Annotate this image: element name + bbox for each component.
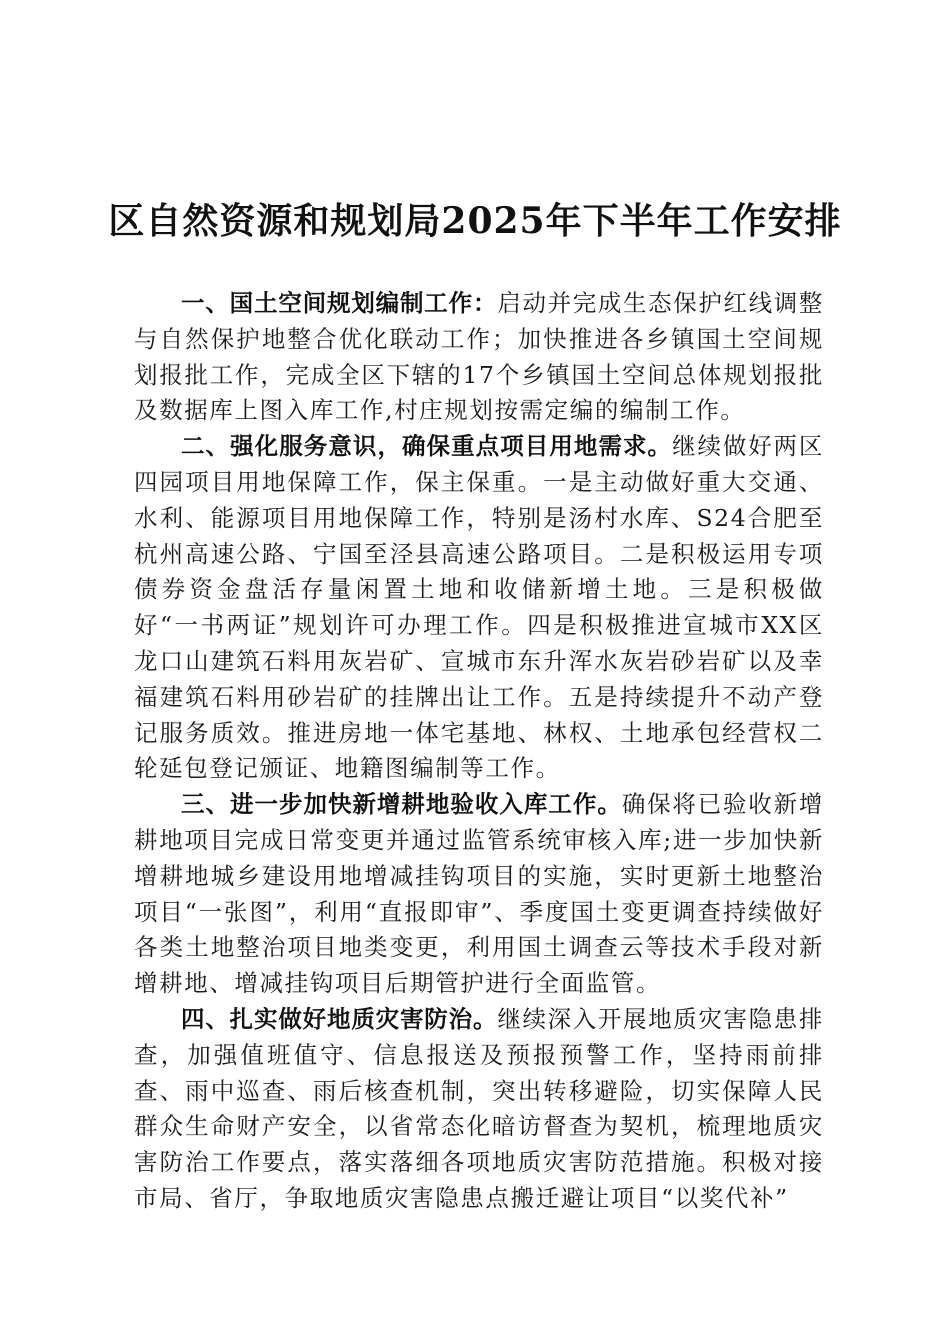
paragraph-heading: 二、强化服务意识，确保重点项目用地需求。 bbox=[181, 432, 673, 461]
paragraph-text: 继续做好两区四园项目用地保障工作，保主保重。一是主动做好重大交通、水利、能源项目用地保障工作，特别是汤村水库、S24合肥至杭州高速公路、宁国至泾县高速公路项目。二是积极运用专项债券资金盘活存量闲置土地和收储新增土地。三是积极做好“一书两证”规划许可办理工作。四是积极推进宣城市XX区龙口山建筑石料用灰岩矿、宣城市东升浑水灰岩砂岩矿以及幸福建筑石料用砂岩矿的挂牌出让工作。五是持续提升不动产登记服务质效。推进房地一体宅基地、林权、土地承包经营权二轮延包登记颁证、地籍图编制等工作。 bbox=[134, 432, 825, 783]
paragraph-4 bbox=[134, 1002, 824, 1217]
paragraph-heading: 三、进一步加快新增耕地验收入库工作。 bbox=[181, 790, 622, 819]
paragraph-2 bbox=[134, 429, 824, 787]
paragraph-text: 确保将已验收新增耕地项目完成日常变更并通过监管系统审核入库;进一步加快新增耕地城乡建设用地增减挂钩项目的实施，实时更新土地整治项目“一张图”，利用“直报即审”、季度国土变更调查持续做好各类土地整治项目地类变更，利用国土调查云等技术手段对新增耕地、增减挂钩项目后期管护进行全面监管。 bbox=[134, 790, 824, 998]
paragraph-heading: 一、国土空间规划编制工作： bbox=[181, 289, 498, 317]
paragraph-text: 启动并完成生态保护红线调整与自然保护地整合优化联动工作；加快推进各乡镇国土空间规划报批工作，完成全区下辖的17个乡镇国土空间总体规划报批及数据库上图入库工作,村庄规划按需定编的编制工作。 bbox=[134, 289, 824, 425]
paragraph-heading: 四、扎实做好地质灾害防治。 bbox=[181, 1004, 498, 1033]
paragraph-1 bbox=[134, 286, 824, 429]
paragraph-3 bbox=[134, 787, 824, 1002]
paragraph-text: 继续深入开展地质灾害隐患排查，加强值班值守、信息报送及预报预警工作，坚持雨前排查、雨中巡查、雨后核查机制，突出转移避险，切实保障人民群众生命财产安全，以省常态化暗访督查为契机，梳理地质灾害防治工作要点，落实落细各项地质灾害防范措施。积极对接市局、省厅，争取地质灾害隐患点搬迁避让项目“以奖代补” bbox=[134, 1004, 824, 1212]
document-title: 区自然资源和规划局2025年下半年工作安排 bbox=[108, 200, 842, 242]
document-body bbox=[134, 286, 824, 1217]
